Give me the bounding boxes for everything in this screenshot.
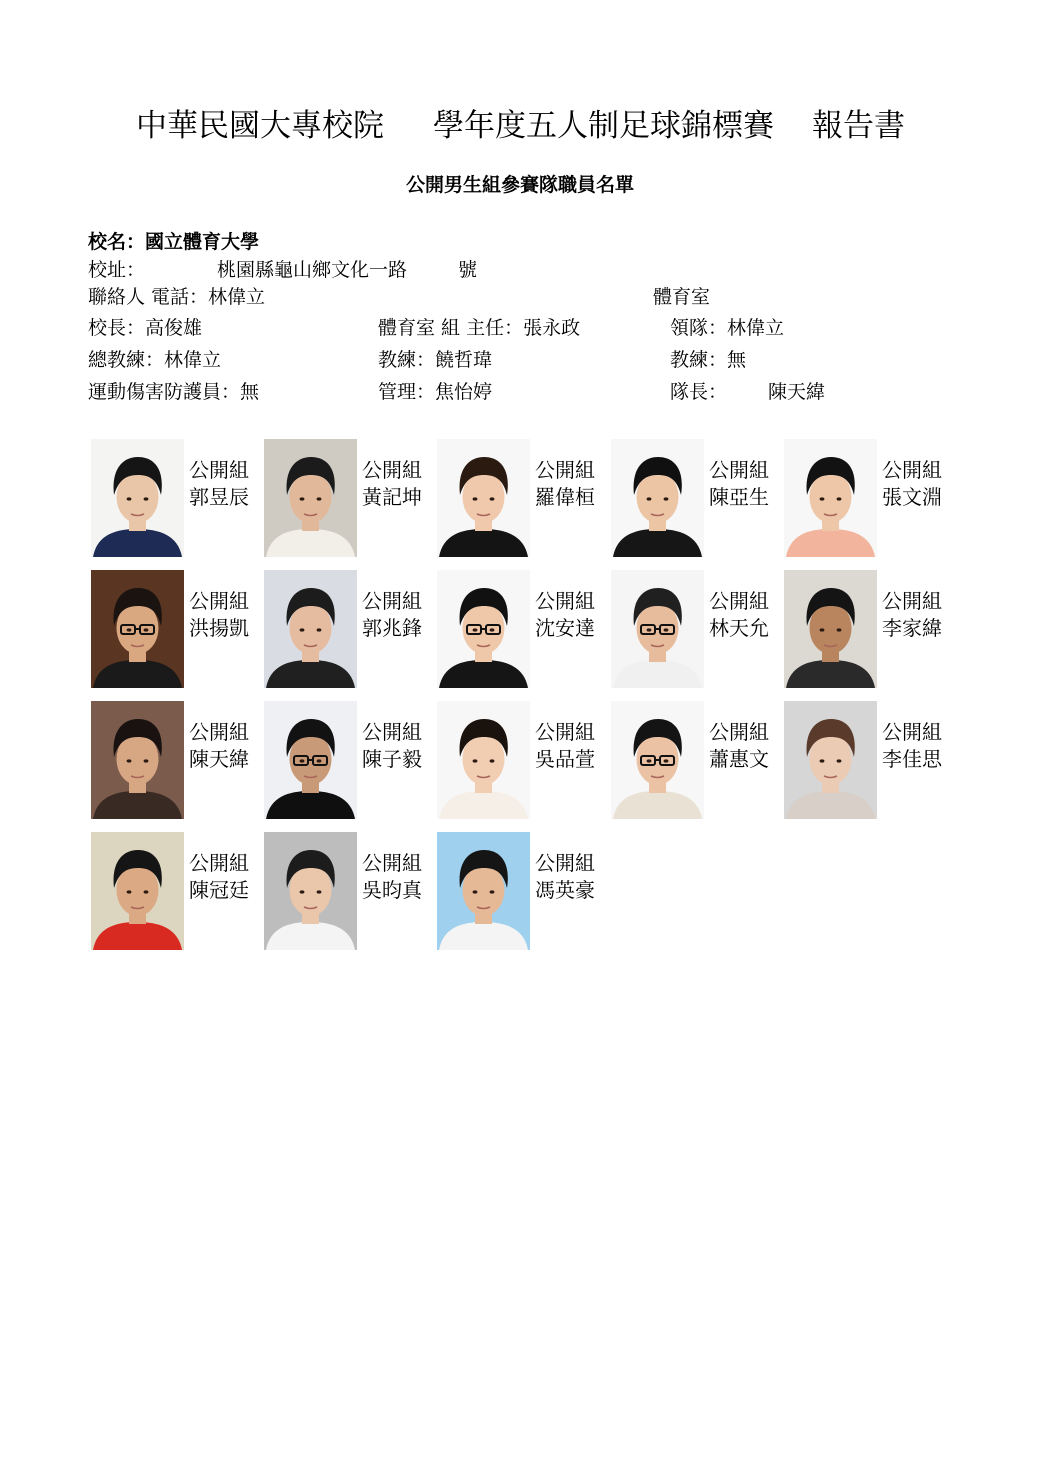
team-manager: 管理：焦怡婷 bbox=[378, 381, 493, 403]
player-name: 陳亞生 bbox=[709, 485, 769, 509]
player-label bbox=[535, 457, 595, 511]
player-name: 李家緯 bbox=[882, 616, 942, 640]
player-card bbox=[91, 832, 261, 952]
coach-1: 教練：饒哲瑋 bbox=[378, 349, 493, 371]
player-card bbox=[784, 439, 954, 559]
sports-director: 體育室 組 主任：張永政 bbox=[378, 317, 581, 339]
contact-phone: 聯絡人 電話：林偉立 bbox=[88, 286, 266, 308]
player-label bbox=[535, 719, 595, 773]
player-photo bbox=[611, 439, 704, 557]
player-label bbox=[709, 457, 769, 511]
player-group: 公開組 bbox=[535, 458, 595, 482]
player-card bbox=[611, 701, 781, 821]
player-card bbox=[437, 439, 607, 559]
address-value: 桃園縣龜山鄉文化一路 bbox=[217, 259, 408, 281]
player-name: 馮英豪 bbox=[535, 878, 595, 902]
address-suffix: 號 bbox=[458, 259, 478, 281]
player-card bbox=[264, 701, 434, 821]
player-group: 公開組 bbox=[535, 851, 595, 875]
head-coach: 總教練：林偉立 bbox=[88, 349, 222, 371]
player-photo bbox=[784, 701, 877, 819]
player-name: 黃記坤 bbox=[362, 485, 422, 509]
player-name: 陳子毅 bbox=[362, 747, 422, 771]
title-part-report: 報告書 bbox=[812, 108, 905, 144]
player-label bbox=[709, 719, 769, 773]
address-label: 校址： bbox=[88, 259, 146, 281]
player-photo bbox=[91, 832, 184, 950]
player-name: 羅偉桓 bbox=[535, 485, 595, 509]
player-photo bbox=[264, 832, 357, 950]
player-group: 公開組 bbox=[362, 851, 422, 875]
player-group: 公開組 bbox=[189, 720, 249, 744]
player-photo bbox=[784, 570, 877, 688]
captain-label: 隊長： bbox=[670, 381, 728, 403]
player-name: 張文淵 bbox=[882, 485, 942, 509]
player-name: 吳昀真 bbox=[362, 878, 422, 902]
player-label bbox=[709, 588, 769, 642]
player-card bbox=[264, 570, 434, 690]
player-card bbox=[611, 439, 781, 559]
player-photo bbox=[611, 701, 704, 819]
player-photo bbox=[611, 570, 704, 688]
team-leader: 領隊：林偉立 bbox=[670, 317, 785, 339]
player-photo bbox=[784, 439, 877, 557]
player-photo bbox=[264, 439, 357, 557]
player-card bbox=[437, 701, 607, 821]
player-card bbox=[91, 570, 261, 690]
office-label: 體育室 bbox=[653, 286, 711, 308]
player-name: 李佳思 bbox=[882, 747, 942, 771]
player-photo bbox=[91, 701, 184, 819]
school-name: 校名：國立體育大學 bbox=[88, 231, 260, 253]
player-group: 公開組 bbox=[709, 589, 769, 613]
player-group: 公開組 bbox=[709, 458, 769, 482]
title-part-tournament: 學年度五人制足球錦標賽 bbox=[433, 108, 774, 144]
player-photo bbox=[437, 701, 530, 819]
player-group: 公開組 bbox=[362, 458, 422, 482]
player-name: 蕭惠文 bbox=[709, 747, 769, 771]
athletic-trainer: 運動傷害防護員：無 bbox=[88, 381, 260, 403]
player-label bbox=[189, 588, 249, 642]
player-card bbox=[437, 832, 607, 952]
player-name: 吳品萱 bbox=[535, 747, 595, 771]
player-group: 公開組 bbox=[882, 458, 942, 482]
player-group: 公開組 bbox=[709, 720, 769, 744]
player-name: 陳冠廷 bbox=[189, 878, 249, 902]
player-group: 公開組 bbox=[535, 720, 595, 744]
player-group: 公開組 bbox=[362, 589, 422, 613]
captain-name: 陳天緯 bbox=[768, 381, 826, 403]
player-label bbox=[882, 588, 942, 642]
player-label bbox=[362, 719, 422, 773]
player-label bbox=[882, 719, 942, 773]
player-label bbox=[882, 457, 942, 511]
player-photo bbox=[91, 570, 184, 688]
player-name: 陳天緯 bbox=[189, 747, 249, 771]
player-label bbox=[189, 457, 249, 511]
player-group: 公開組 bbox=[362, 720, 422, 744]
player-group: 公開組 bbox=[189, 458, 249, 482]
player-name: 沈安達 bbox=[535, 616, 595, 640]
player-group: 公開組 bbox=[535, 589, 595, 613]
player-label bbox=[535, 850, 595, 904]
player-card bbox=[784, 701, 954, 821]
player-photo bbox=[264, 570, 357, 688]
player-group: 公開組 bbox=[189, 851, 249, 875]
player-card bbox=[784, 570, 954, 690]
player-photo bbox=[91, 439, 184, 557]
player-card bbox=[264, 832, 434, 952]
title-part-university: 中華民國大專校院 bbox=[136, 108, 384, 144]
player-photo bbox=[264, 701, 357, 819]
player-group: 公開組 bbox=[882, 589, 942, 613]
player-name: 郭昱辰 bbox=[189, 485, 249, 509]
player-group: 公開組 bbox=[882, 720, 942, 744]
player-card bbox=[264, 439, 434, 559]
roster-subtitle: 公開男生組參賽隊職員名單 bbox=[405, 174, 634, 196]
principal: 校長：高俊雄 bbox=[88, 317, 203, 339]
player-photo bbox=[437, 570, 530, 688]
player-name: 洪揚凱 bbox=[189, 616, 249, 640]
report-title bbox=[0, 100, 1040, 142]
player-card bbox=[91, 439, 261, 559]
player-name: 林天允 bbox=[709, 616, 769, 640]
coach-2: 教練：無 bbox=[670, 349, 747, 371]
player-card bbox=[91, 701, 261, 821]
player-label bbox=[362, 588, 422, 642]
player-photo bbox=[437, 832, 530, 950]
player-card bbox=[437, 570, 607, 690]
player-photo bbox=[437, 439, 530, 557]
player-label bbox=[362, 457, 422, 511]
player-label bbox=[189, 719, 249, 773]
player-label bbox=[535, 588, 595, 642]
player-name: 郭兆鋒 bbox=[362, 616, 422, 640]
player-card bbox=[611, 570, 781, 690]
player-label bbox=[362, 850, 422, 904]
player-label bbox=[189, 850, 249, 904]
player-group: 公開組 bbox=[189, 589, 249, 613]
